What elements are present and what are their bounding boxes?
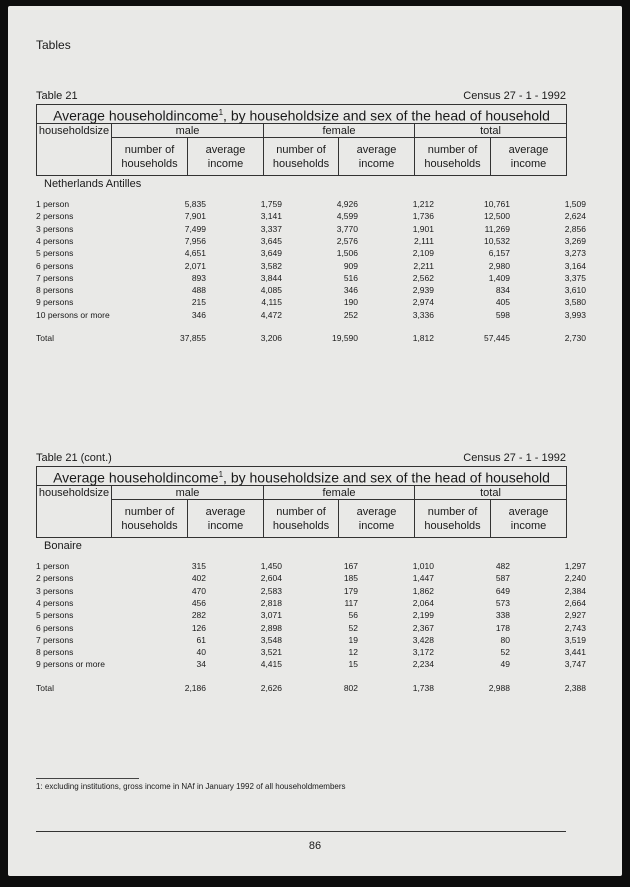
table-row <box>36 572 586 585</box>
table-row <box>36 634 586 647</box>
row-label: 3 persons <box>36 585 74 596</box>
sub-header-line1: number of <box>276 143 326 156</box>
cell-value: 598 <box>495 309 510 320</box>
cell-value: 167 <box>343 561 358 571</box>
row-label: 1 person <box>36 199 70 209</box>
total-value: 1,812 <box>412 333 434 343</box>
cell-value: 3,441 <box>564 647 586 658</box>
cell-value: 7,956 <box>184 235 206 246</box>
cell-value: 2,367 <box>412 622 434 633</box>
cell-value: 2,240 <box>564 573 586 584</box>
total-value: 57,445 <box>484 333 510 343</box>
cell-value: 3,610 <box>564 285 586 296</box>
sub-header <box>491 138 567 176</box>
cell-value: 3,375 <box>564 272 586 283</box>
cell-value: 1,862 <box>412 585 434 596</box>
cell-value: 4,085 <box>260 285 282 296</box>
sub-header-line1: number of <box>124 143 175 156</box>
cell-value: 573 <box>495 597 510 608</box>
sub-header <box>339 500 415 538</box>
cell-value: 909 <box>343 260 358 271</box>
stub-header: householdsize <box>37 124 112 176</box>
cell-value: 1,901 <box>412 223 434 234</box>
cell-value: 178 <box>495 622 510 633</box>
cell-value: 405 <box>495 297 510 308</box>
cell-value: 2,743 <box>564 622 586 633</box>
sub-header <box>264 500 339 538</box>
table-header <box>36 104 567 176</box>
cell-value: 56 <box>348 610 358 621</box>
cell-value: 346 <box>191 309 206 320</box>
sub-header-line2: income <box>207 519 244 532</box>
total-value: 2,626 <box>260 682 282 693</box>
cell-value: 402 <box>191 573 206 584</box>
cell-value: 2,604 <box>260 573 282 584</box>
row-label: 2 persons <box>36 211 74 222</box>
sub-header-line1: number of <box>124 505 175 518</box>
cell-value: 2,898 <box>260 622 282 633</box>
table-row <box>36 272 586 285</box>
cell-value: 1,450 <box>260 561 282 571</box>
row-label: 8 persons <box>36 647 74 658</box>
cell-value: 4,599 <box>336 211 358 222</box>
cell-value: 3,747 <box>564 659 586 670</box>
page-number: 86 <box>308 840 322 852</box>
cell-value: 3,521 <box>260 647 282 658</box>
cell-value: 2,234 <box>412 659 434 670</box>
cell-value: 3,172 <box>412 647 434 658</box>
table-row <box>36 235 586 248</box>
cell-value: 516 <box>343 272 358 283</box>
sub-header-line2: households <box>121 519 178 532</box>
cell-value: 2,939 <box>412 285 434 296</box>
cell-value: 3,993 <box>564 309 586 320</box>
cell-value: 2,111 <box>413 235 434 246</box>
cell-value: 215 <box>191 297 206 308</box>
page-bottom-rule <box>36 831 566 832</box>
sub-header-line1: average <box>508 505 549 518</box>
cell-value: 282 <box>191 610 206 621</box>
cell-value: 2,384 <box>564 585 586 596</box>
sub-header <box>415 500 491 538</box>
cell-value: 2,064 <box>412 597 434 608</box>
cell-value: 1,010 <box>412 561 434 571</box>
row-label: Total <box>36 333 54 343</box>
sub-header <box>491 500 567 538</box>
cell-value: 456 <box>191 597 206 608</box>
row-label: 6 persons <box>36 260 74 271</box>
group-header-female: female <box>264 124 415 138</box>
cell-value: 2,071 <box>184 260 206 271</box>
cell-value: 3,071 <box>260 610 282 621</box>
table-row <box>36 260 586 273</box>
cell-value: 4,651 <box>184 248 206 259</box>
table-row <box>36 284 586 297</box>
sub-header-line1: average <box>356 505 397 518</box>
sub-header-line2: households <box>272 519 330 532</box>
row-label: 5 persons <box>36 610 74 621</box>
cell-value: 893 <box>191 272 206 283</box>
sub-header-line1: number of <box>427 505 478 518</box>
cell-value: 3,337 <box>260 223 282 234</box>
cell-value: 190 <box>343 297 358 308</box>
cell-value: 1,736 <box>412 211 434 222</box>
cell-value: 179 <box>343 585 358 596</box>
group-header-male: male <box>112 486 264 500</box>
cell-value: 649 <box>495 585 510 596</box>
cell-value: 3,519 <box>564 634 586 645</box>
cell-value: 1,759 <box>260 199 282 209</box>
cell-value: 2,562 <box>412 272 434 283</box>
cell-value: 3,645 <box>260 235 282 246</box>
total-row <box>36 682 586 695</box>
cell-value: 2,980 <box>488 260 510 271</box>
sub-header <box>188 138 264 176</box>
sub-header <box>188 500 264 538</box>
cell-value: 2,109 <box>412 248 434 259</box>
sub-header-line2: income <box>510 519 547 532</box>
row-label: 7 persons <box>36 634 74 645</box>
total-row <box>36 332 586 345</box>
cell-value: 3,580 <box>564 297 586 308</box>
row-label: 10 persons or more <box>36 309 110 320</box>
sub-header-line1: average <box>205 143 246 156</box>
sub-header-line2: households <box>121 157 178 170</box>
table-row <box>36 223 586 236</box>
cell-value: 126 <box>191 622 206 633</box>
total-value: 2,186 <box>184 682 206 693</box>
table-row <box>36 309 586 322</box>
cell-value: 7,901 <box>184 211 206 222</box>
title-rest: , by householdsize and sex of the head of household <box>223 107 550 124</box>
sub-header <box>264 138 339 176</box>
sub-header-line2: households <box>272 157 330 170</box>
cell-value: 1,506 <box>336 248 358 259</box>
cell-value: 2,624 <box>564 211 586 222</box>
table-row <box>36 646 586 659</box>
cell-value: 3,649 <box>260 248 282 259</box>
row-label: 8 persons <box>36 285 74 296</box>
cell-value: 488 <box>191 285 206 296</box>
cell-value: 3,844 <box>260 272 282 283</box>
cell-value: 15 <box>348 659 358 670</box>
total-value: 2,730 <box>564 333 586 343</box>
title-text: Average householdincome <box>53 469 219 486</box>
footnote-divider <box>36 778 139 779</box>
cell-value: 4,926 <box>336 199 358 209</box>
cell-value: 10,532 <box>484 235 510 246</box>
cell-value: 10,761 <box>484 199 510 209</box>
sub-header-line2: income <box>358 519 395 532</box>
cell-value: 5,835 <box>184 199 206 209</box>
sub-header <box>415 138 491 176</box>
cell-value: 3,269 <box>564 235 586 246</box>
cell-value: 834 <box>495 285 510 296</box>
cell-value: 2,576 <box>336 235 358 246</box>
cell-value: 587 <box>495 573 510 584</box>
cell-value: 1,447 <box>412 573 434 584</box>
cell-value: 19 <box>348 634 358 645</box>
cell-value: 1,409 <box>488 272 510 283</box>
table-row <box>36 247 586 260</box>
cell-value: 12,500 <box>484 211 510 222</box>
table-title <box>37 105 567 124</box>
cell-value: 12 <box>348 647 358 658</box>
cell-value: 3,336 <box>412 309 434 320</box>
cell-value: 3,582 <box>260 260 282 271</box>
table-row <box>36 597 586 610</box>
sub-header <box>339 138 415 176</box>
table-title <box>37 467 567 486</box>
sub-header-line1: number of <box>276 505 326 518</box>
sub-header-line1: average <box>356 143 397 156</box>
sub-header-line2: income <box>510 157 547 170</box>
sub-header <box>112 138 188 176</box>
cell-value: 49 <box>500 659 510 670</box>
table-label: Table 21 (cont.) <box>36 452 112 464</box>
group-header-male: male <box>112 124 264 138</box>
table-row <box>36 560 586 573</box>
cell-value: 40 <box>196 647 206 658</box>
cell-value: 2,199 <box>412 610 434 621</box>
cell-value: 4,115 <box>261 297 282 308</box>
table-row <box>36 585 586 598</box>
cell-value: 1,509 <box>564 199 586 209</box>
cell-value: 4,415 <box>260 659 282 670</box>
table-row <box>36 658 586 671</box>
total-value: 3,206 <box>260 333 282 343</box>
cell-value: 252 <box>343 309 358 320</box>
row-label: 6 persons <box>36 622 74 633</box>
table-label: Table 21 <box>36 90 78 102</box>
row-label: 5 persons <box>36 248 74 259</box>
cell-value: 11,269 <box>484 223 510 234</box>
sub-header-line2: households <box>424 519 481 532</box>
region-label: Netherlands Antilles <box>44 178 142 190</box>
sub-header-line2: income <box>207 157 244 170</box>
footnote-ref: 1 <box>218 107 224 117</box>
section-header: Tables <box>36 38 71 52</box>
cell-value: 3,770 <box>336 223 358 234</box>
cell-value: 338 <box>495 610 510 621</box>
cell-value: 1,297 <box>564 561 586 571</box>
row-label: 9 persons <box>36 297 74 308</box>
cell-value: 1,212 <box>412 199 434 209</box>
cell-value: 2,211 <box>413 260 434 271</box>
cell-value: 470 <box>191 585 206 596</box>
cell-value: 3,273 <box>564 248 586 259</box>
table-row <box>36 198 586 211</box>
cell-value: 3,428 <box>412 634 434 645</box>
cell-value: 3,141 <box>260 211 282 222</box>
row-label: 3 persons <box>36 223 74 234</box>
row-label: Total <box>36 682 54 693</box>
title-text: Average householdincome <box>53 107 219 124</box>
cell-value: 34 <box>196 659 206 670</box>
total-value: 37,855 <box>180 333 206 343</box>
census-date: Census 27 - 1 - 1992 <box>463 90 566 102</box>
document-page <box>8 6 622 876</box>
cell-value: 3,548 <box>260 634 282 645</box>
table-row <box>36 609 586 622</box>
cell-value: 52 <box>500 647 510 658</box>
cell-value: 61 <box>196 634 206 645</box>
total-value: 2,388 <box>564 682 586 693</box>
cell-value: 346 <box>343 285 358 296</box>
cell-value: 2,664 <box>564 597 586 608</box>
region-label: Bonaire <box>44 540 82 552</box>
stub-header: householdsize <box>37 486 112 538</box>
row-label: 9 persons or more <box>36 659 105 670</box>
cell-value: 2,818 <box>260 597 282 608</box>
row-label: 7 persons <box>36 272 74 283</box>
group-header-female: female <box>264 486 415 500</box>
row-label: 1 person <box>36 561 70 571</box>
group-header-total: total <box>415 124 567 138</box>
cell-value: 2,927 <box>564 610 586 621</box>
row-label: 4 persons <box>36 597 74 608</box>
sub-header-line1: average <box>508 143 549 156</box>
group-header-total: total <box>415 486 567 500</box>
table-row <box>36 210 586 223</box>
total-value: 2,988 <box>488 682 510 693</box>
sub-header-line1: average <box>205 505 246 518</box>
table-header <box>36 466 567 538</box>
cell-value: 117 <box>344 597 358 608</box>
cell-value: 3,164 <box>564 260 586 271</box>
sub-header-line2: households <box>424 157 481 170</box>
cell-value: 4,472 <box>260 309 282 320</box>
cell-value: 482 <box>495 561 510 571</box>
sub-header-line1: number of <box>427 143 478 156</box>
census-date: Census 27 - 1 - 1992 <box>463 452 566 464</box>
cell-value: 7,499 <box>184 223 206 234</box>
row-label: 2 persons <box>36 573 74 584</box>
table-row <box>36 622 586 635</box>
cell-value: 2,856 <box>564 223 586 234</box>
table-row <box>36 296 586 309</box>
row-label: 4 persons <box>36 235 74 246</box>
sub-header <box>112 500 188 538</box>
cell-value: 185 <box>343 573 358 584</box>
cell-value: 52 <box>348 622 358 633</box>
cell-value: 2,974 <box>412 297 434 308</box>
sub-header-line2: income <box>358 157 395 170</box>
cell-value: 315 <box>191 561 206 571</box>
total-value: 19,590 <box>332 333 358 343</box>
footnote: 1: excluding institutions, gross income in NAf in January 1992 of all householdmembers <box>36 782 346 791</box>
total-value: 1,738 <box>412 682 434 693</box>
cell-value: 80 <box>500 634 510 645</box>
cell-value: 2,583 <box>260 585 282 596</box>
title-rest: , by householdsize and sex of the head of household <box>223 469 550 486</box>
footnote-ref: 1 <box>218 469 224 479</box>
cell-value: 6,157 <box>488 248 510 259</box>
total-value: 802 <box>343 682 358 693</box>
